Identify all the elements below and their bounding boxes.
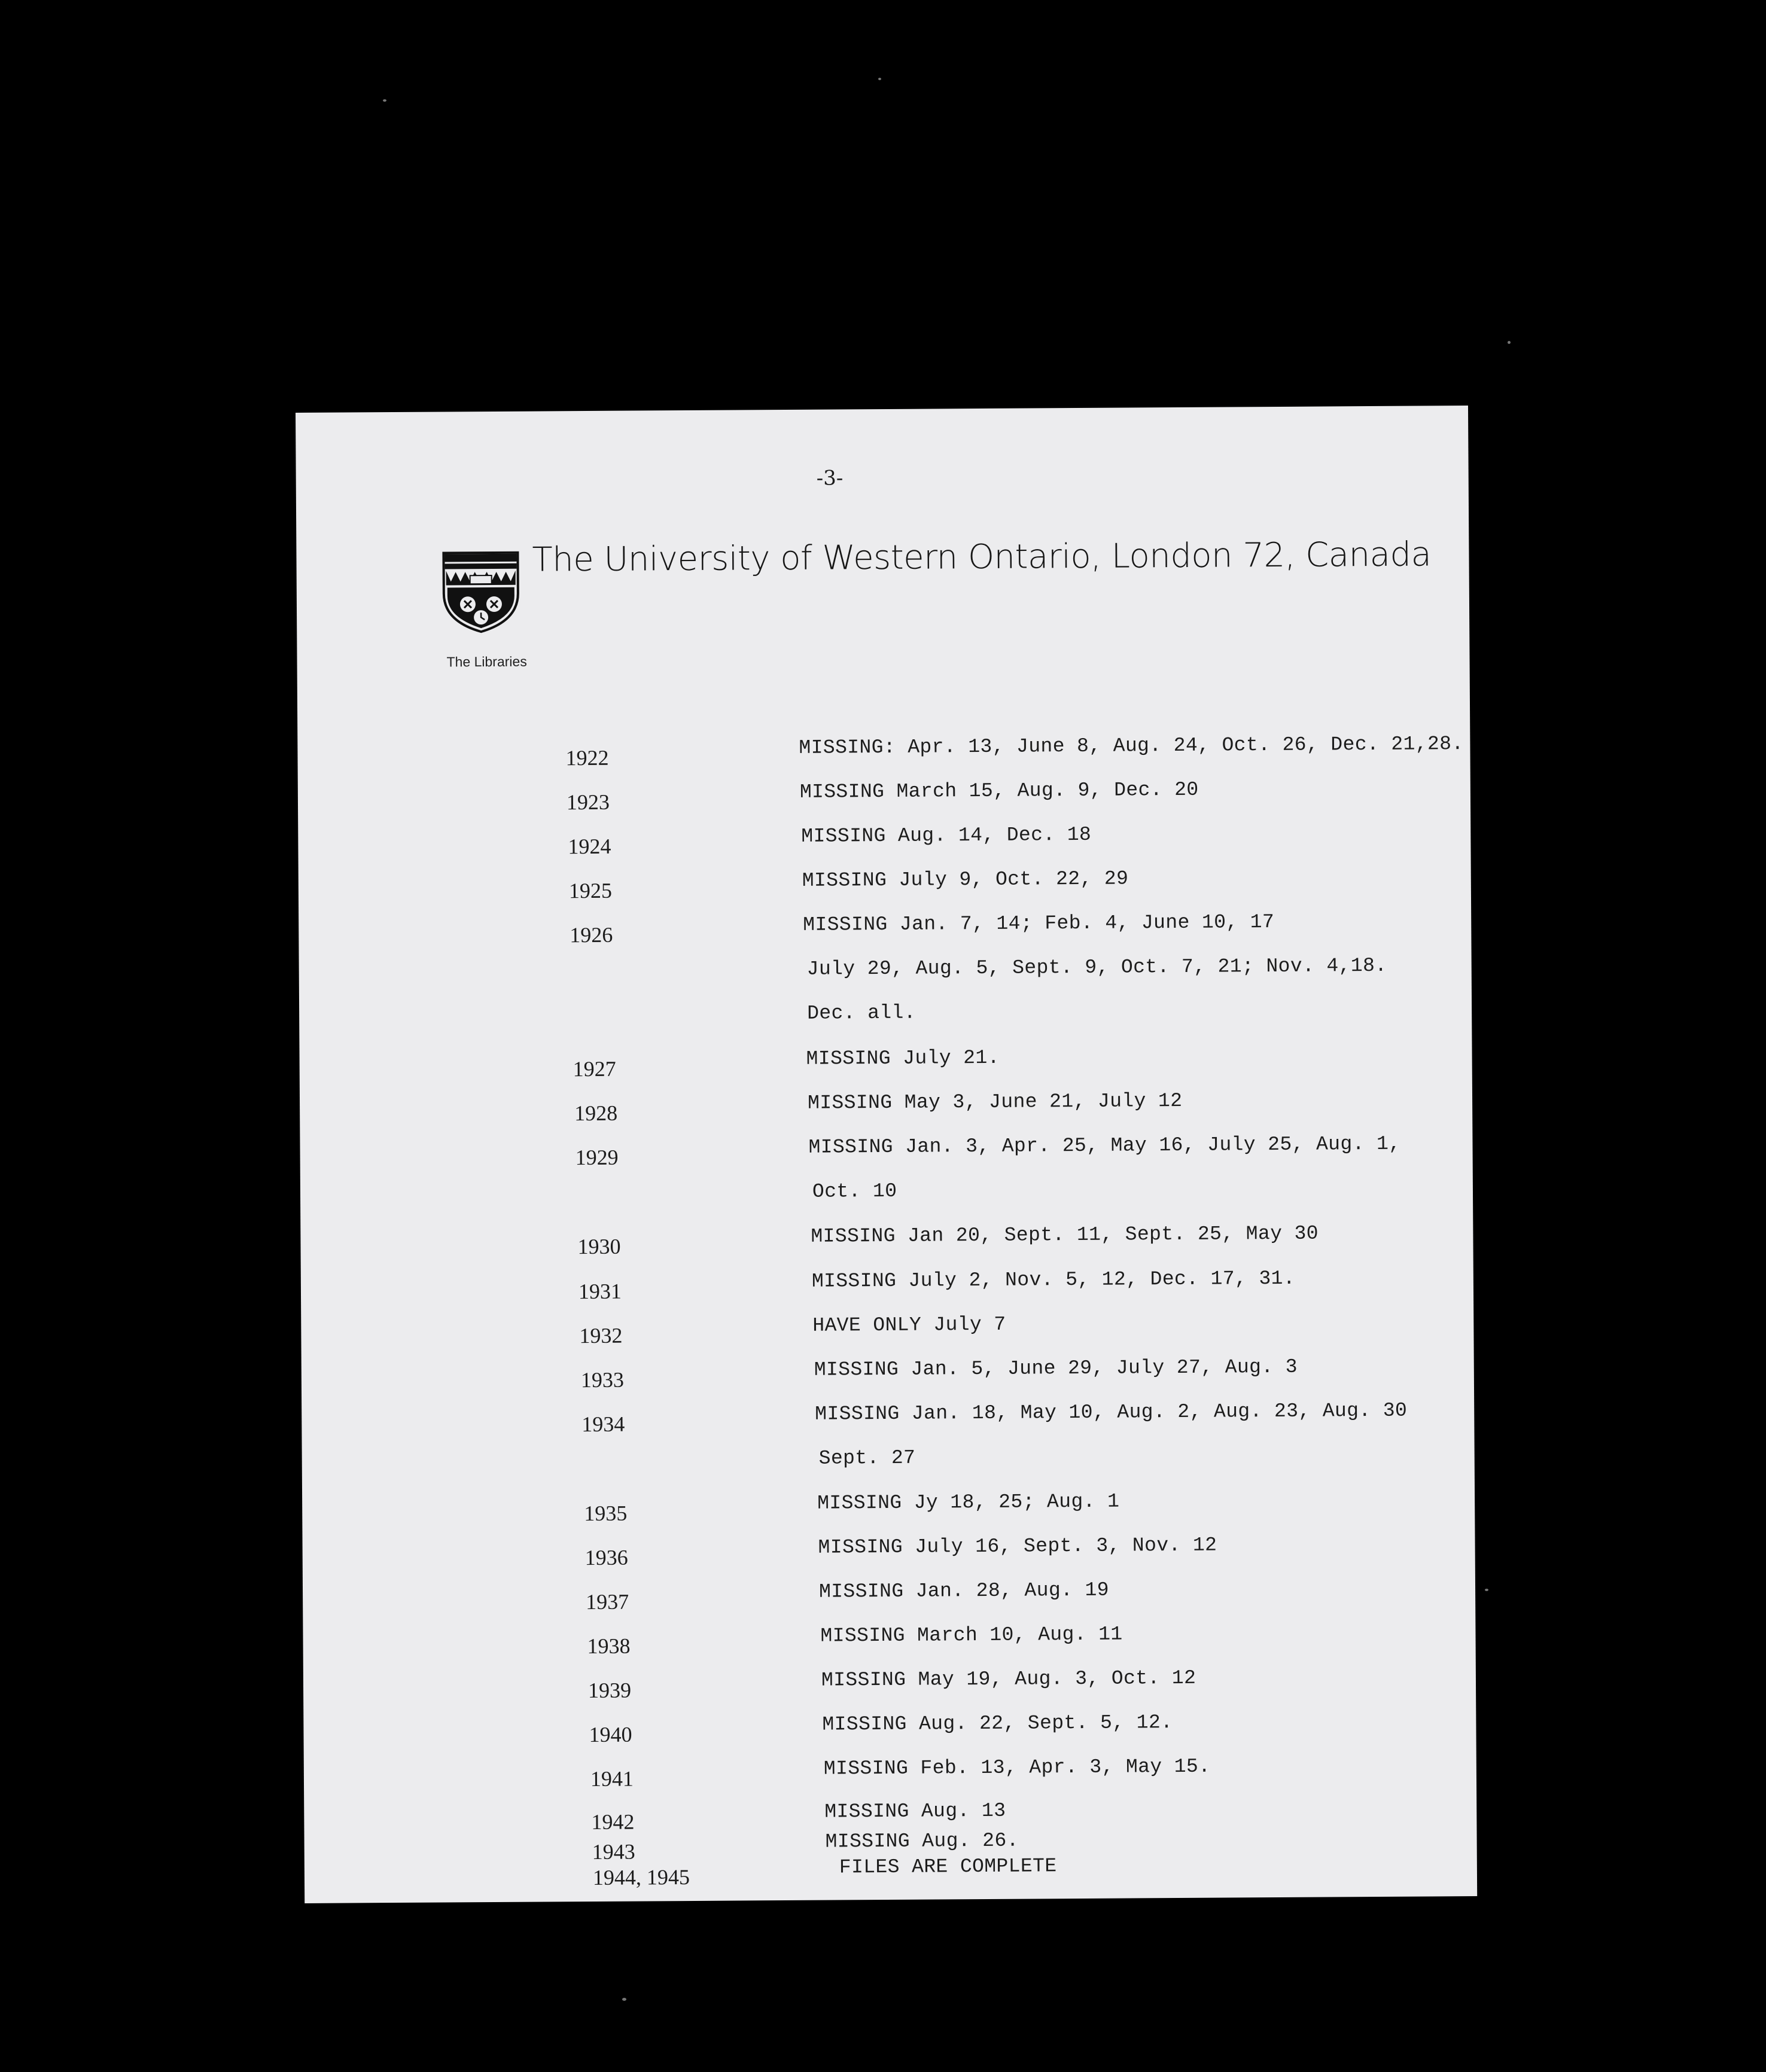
holding-note-line: MISSING July 21. <box>806 1046 1000 1070</box>
holding-note-line: July 29, Aug. 5, Sept. 9, Oct. 7, 21; Nov. 4,18. <box>806 954 1387 980</box>
holding-note-line: MISSING Jan 20, Sept. 11, Sept. 25, May 30 <box>811 1222 1319 1248</box>
holding-year: 1931 <box>578 1279 622 1304</box>
holding-note-line: MISSING May 19, Aug. 3, Oct. 12 <box>821 1666 1196 1692</box>
holding-year: 1944, 1945 <box>592 1865 690 1890</box>
holding-year: 1940 <box>589 1722 632 1747</box>
holding-year: 1925 <box>568 878 613 903</box>
holding-year: 1923 <box>566 790 610 815</box>
holding-note-line: MISSING May 3, June 21, July 12 <box>807 1089 1183 1114</box>
holding-year: 1934 <box>581 1412 625 1437</box>
holding-note-line: MISSING Aug. 14, Dec. 18 <box>801 823 1092 848</box>
holding-year: 1943 <box>592 1839 635 1864</box>
holding-year: 1930 <box>577 1234 621 1259</box>
holding-note-line: MISSING Feb. 13, Apr. 3, May 15. <box>823 1755 1211 1780</box>
holdings-list <box>296 406 1477 1903</box>
holding-note-line: MISSING: Apr. 13, June 8, Aug. 24, Oct. 26, Dec. 21,28. <box>799 733 1464 759</box>
holding-note-line: Dec. all. <box>807 1001 917 1025</box>
holding-note-line: HAVE ONLY July 7 <box>812 1313 1006 1337</box>
holding-note-line: FILES ARE COMPLETE <box>839 1855 1057 1879</box>
film-speck <box>383 99 386 102</box>
holding-note-line: MISSING Jan. 3, Apr. 25, May 16, July 25, Aug. 1, <box>808 1132 1401 1159</box>
holding-note-line: MISSING Aug. 22, Sept. 5, 12. <box>822 1711 1173 1736</box>
holding-note-line: MISSING Aug. 13 <box>824 1799 1006 1823</box>
holding-year: 1939 <box>587 1678 632 1703</box>
holding-year: 1932 <box>579 1323 623 1348</box>
holding-year: 1928 <box>574 1101 618 1126</box>
holding-note-line: MISSING March 10, Aug. 11 <box>820 1623 1123 1647</box>
film-speck <box>622 1998 626 2001</box>
holding-year: 1938 <box>587 1634 631 1659</box>
holding-note-line: MISSING July 16, Sept. 3, Nov. 12 <box>818 1534 1217 1559</box>
page-number: -3- <box>816 466 844 490</box>
holding-note-line: MISSING Jan. 18, May 10, Aug. 2, Aug. 23, Aug. 30 <box>815 1399 1408 1425</box>
holding-year: 1942 <box>591 1809 635 1835</box>
holding-year: 1927 <box>573 1056 616 1081</box>
letterhead-title: The University of Western Ontario, London 72, Canada <box>532 535 1432 580</box>
holding-note-line: MISSING Jan. 7, 14; Feb. 4, June 10, 17 <box>803 911 1275 936</box>
holding-year: 1936 <box>584 1545 628 1570</box>
film-speck <box>878 78 881 80</box>
holding-year: 1935 <box>584 1501 628 1526</box>
holding-year: 1926 <box>570 922 613 947</box>
holding-note-line: MISSING March 15, Aug. 9, Dec. 20 <box>799 778 1199 803</box>
holding-note-line: MISSING Jan. 5, June 29, July 27, Aug. 3 <box>814 1355 1298 1381</box>
holding-year: 1922 <box>565 745 609 770</box>
holding-note-line: Oct. 10 <box>812 1180 897 1203</box>
department-label: The Libraries <box>446 653 527 670</box>
holding-year: 1933 <box>580 1367 625 1392</box>
holding-note-line: Sept. 27 <box>818 1446 916 1470</box>
holding-year: 1924 <box>568 834 611 859</box>
holding-year: 1941 <box>590 1766 634 1791</box>
holding-note-line: MISSING Jy 18, 25; Aug. 1 <box>817 1490 1120 1515</box>
film-speck <box>1485 1589 1488 1591</box>
film-speck <box>1508 341 1511 344</box>
holding-year: 1929 <box>575 1145 619 1170</box>
holding-note-line: MISSING July 2, Nov. 5, 12, Dec. 17, 31. <box>811 1267 1296 1293</box>
holding-note-line: MISSING Jan. 28, Aug. 19 <box>818 1579 1110 1603</box>
holding-note-line: MISSING Aug. 26. <box>825 1829 1019 1853</box>
holding-year: 1937 <box>586 1589 629 1614</box>
holding-note-line: MISSING July 9, Oct. 22, 29 <box>802 867 1129 892</box>
document-page <box>296 406 1477 1903</box>
